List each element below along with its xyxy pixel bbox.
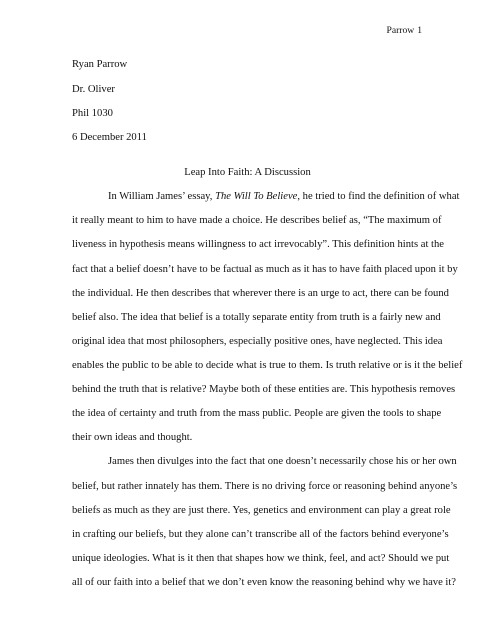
- heading-date: 6 December 2011: [72, 132, 147, 143]
- paragraph-1-line-11: their own ideas and thought.: [72, 432, 193, 443]
- header-page-number: 1: [417, 25, 422, 36]
- paragraph-2-line-6: all of our faith into a belief that we don’t even know the reasoning behind why we have it?: [72, 577, 457, 588]
- paragraph-1-line-8: enables the public to be able to decide what is true to them. Is truth relative or is it the belief: [72, 360, 463, 371]
- paragraph-2-line-3: beliefs as much as they are just there. Yes, genetics and environment can play a great role: [72, 505, 451, 516]
- paragraph-1-line-1: [108, 191, 459, 202]
- paragraph-2-line-2: belief, but rather innately has them. There is no driving force or reasoning behind anyone’s: [72, 481, 458, 492]
- paragraph-1-line-3: liveness in hypothesis means willingness to act irrevocably”. This definition hints at the: [72, 239, 444, 250]
- essay-title-reference: The Will To Believe: [215, 191, 298, 202]
- paragraph-2-line-1: James then divulges into the fact that one doesn’t necessarily chose his or her own: [108, 456, 457, 467]
- paragraph-1-line-2: it really meant to him to have made a choice. He describes belief as, “The maximum of: [72, 215, 442, 226]
- heading-course: Phil 1030: [72, 108, 113, 119]
- header-author-last-name: Parrow: [386, 25, 415, 36]
- paragraph-1-line-6: belief also. The idea that belief is a totally separate entity from truth is a fairly new and: [72, 312, 441, 323]
- essay-title: Leap Into Faith: A Discussion: [184, 167, 311, 178]
- running-header: [386, 25, 422, 36]
- heading-student-name: Ryan Parrow: [72, 59, 128, 70]
- paragraph-1-line-7: original idea that most philosophers, especially positive ones, have neglected. This idea: [72, 336, 443, 347]
- paragraph-1-line-4: fact that a belief doesn’t have to be factual as much as it has to have faith placed upon it by: [72, 264, 458, 275]
- paragraph-1-line-5: the individual. He then describes that wherever there is an urge to act, there can be found: [72, 288, 449, 299]
- line-text: In William James’ essay,: [108, 191, 216, 202]
- paragraph-1-line-10: the idea of certainty and truth from the mass public. People are given the tools to shape: [72, 408, 442, 419]
- heading-instructor: Dr. Oliver: [72, 84, 115, 95]
- paragraph-2-line-5: unique ideologies. What is it then that shapes how we think, feel, and act? Should we put: [72, 553, 450, 564]
- paragraph-2-line-4: in crafting our beliefs, but they alone can’t transcribe all of the factors behind everyone’s: [72, 529, 449, 540]
- line-text: , he tried to find the definition of what: [297, 191, 460, 202]
- paragraph-1-line-9: behind the truth that is relative? Maybe both of these entities are. This hypothesis removes: [72, 384, 456, 395]
